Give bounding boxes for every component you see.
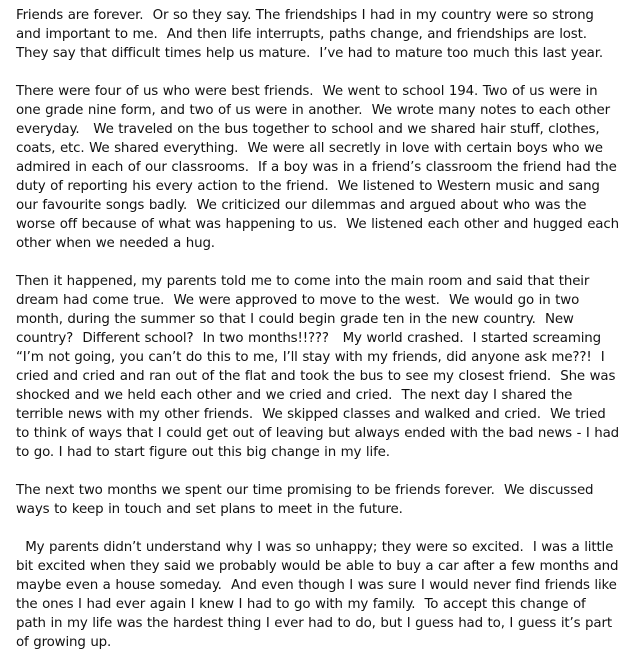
paragraph-1: Friends are forever. Or so they say. The friendships I had in my country were so strong and important to me. And then life interrupts, paths change, and friendships are lost. They say that difficult times help us mature. I’ve had to mature too much this last year. (16, 8, 603, 61)
paragraph-2: There were four of us who were best friends. We went to school 194. Two of us were in one grade nine form, and two of us were in another. We wrote many notes to each other everyday. We traveled on the bus together to school and we shared hair stuff, clothes, coats, etc. We shared everything. We were all secretly in love with certain boys who we admired in each of our classrooms. If a boy was in a friend’s classroom the friend had the duty of reporting his every action to the friend. We listened to Western music and sang our favourite songs badly. We criticized our dilemmas and argued about who was the worse off because of what was happening to us. We listened each other and hugged each other when we needed a hug. (16, 84, 624, 251)
paragraph-5: My parents didn’t understand why I was so unhappy; they were so excited. I was a little bit excited when they said we probably would be able to buy a car after a few months and maybe even a house someday. And even though I was sure I would never find friends like the ones I had ever again I knew I had to go with my family. To accept this change of path in my life was the hardest thing I ever had to do, but I guess had to, I guess it’s part of growing up. (16, 540, 623, 650)
paragraph-4: The next two months we spent our time promising to be friends forever. We discussed ways to keep in touch and set plans to meet in the future. (16, 483, 598, 517)
paragraph-3: Then it happened, my parents told me to come into the main room and said that their dream had come true. We were approved to move to the west. We would go in two month, during the summer so that I could begin grade ten in the new country. New country? Different school? In two months!!??? My world crashed. I started screaming “I’m not going, you can’t do this to me, I’ll stay with my friends, did anyone ask me??! I cried and cried and ran out of the flat and took the bus to see my closest friend. She was shocked and we held each other and we cried and cried. The next day I shared the terrible news with my other friends. We skipped classes and walked and cried. We tried to think of ways that I could get out of leaving but always ended with the bad news - I had to go. I had to start figure out this big change in my life. (16, 274, 624, 460)
